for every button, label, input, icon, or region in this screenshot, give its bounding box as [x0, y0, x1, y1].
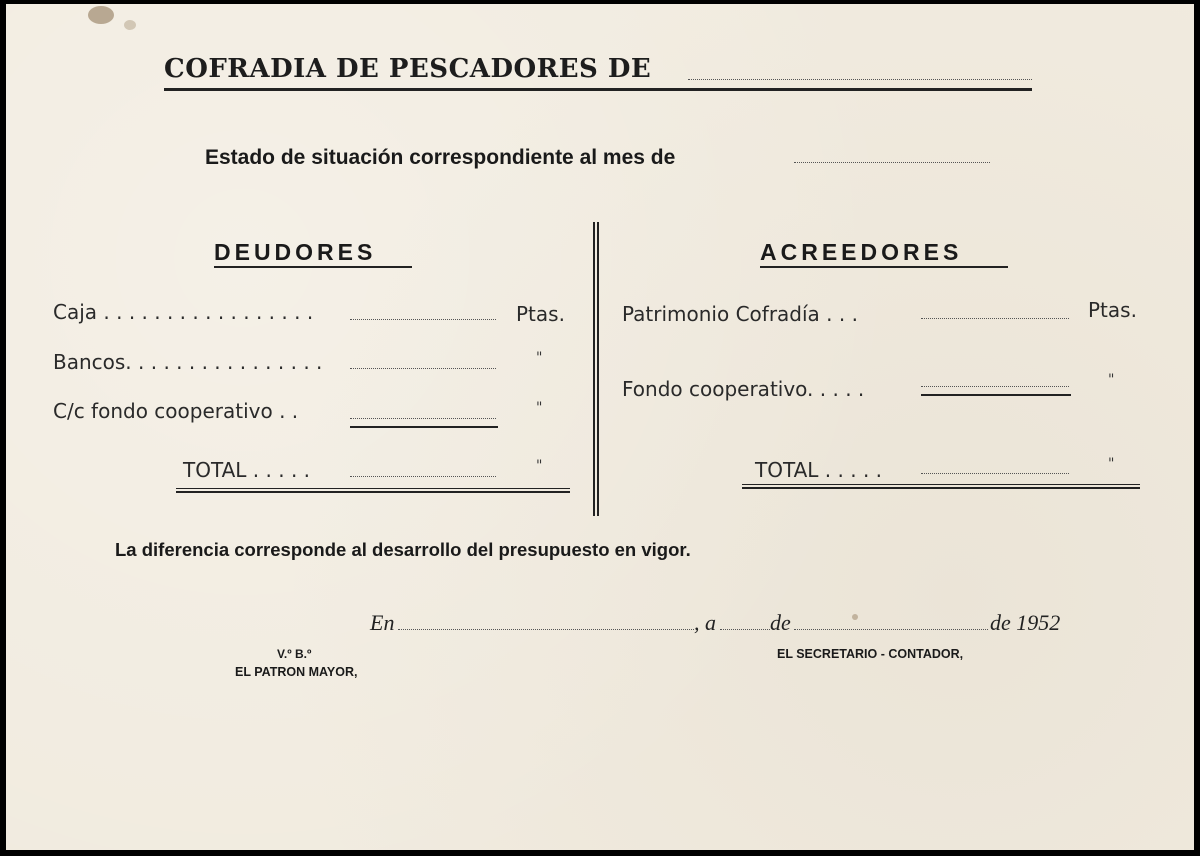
- title-underline: [164, 88, 1032, 91]
- debtors-total-unit: ": [536, 458, 543, 474]
- form-title: COFRADIA DE PESCADORES DE: [164, 54, 652, 84]
- report-subtitle: Estado de situación correspondiente al mes de: [205, 146, 676, 169]
- debtors-row-label: C/c fondo cooperativo . .: [53, 399, 299, 423]
- creditors-row-unit: Ptas.: [1088, 298, 1137, 322]
- debtors-row-unit: ": [536, 400, 543, 416]
- creditors-heading-underline: [760, 266, 1008, 268]
- day-fill-line: [720, 629, 770, 630]
- creditors-row-unit: ": [1108, 372, 1115, 388]
- approval-mark: V.º B.º: [277, 647, 312, 661]
- title-fill-line: [688, 79, 1032, 80]
- month-fill-line: [794, 162, 990, 163]
- place-fill-line: [398, 629, 694, 630]
- creditors-total-rule: [742, 484, 1140, 485]
- column-divider: [597, 222, 599, 516]
- debtors-total-label: TOTAL . . . . .: [183, 458, 311, 482]
- date-month-label: de: [770, 610, 791, 635]
- debtors-heading: DEUDORES: [214, 239, 377, 265]
- creditors-row-label: Patrimonio Cofradía . . .: [622, 302, 858, 326]
- creditors-total-label: TOTAL . . . . .: [755, 458, 883, 482]
- column-divider: [593, 222, 595, 516]
- debtors-row-label: Bancos. . . . . . . . . . . . . . . .: [53, 350, 323, 374]
- creditors-row-amount-line: [921, 386, 1069, 387]
- ink-stain: [88, 6, 114, 24]
- month-fill-line: [794, 629, 988, 630]
- creditors-row-label: Fondo cooperativo. . . . .: [622, 377, 865, 401]
- debtors-total-rule: [176, 491, 570, 493]
- debtors-row-amount-line: [350, 418, 496, 419]
- debtors-heading-underline: [214, 266, 412, 268]
- debtors-total-rule: [176, 488, 570, 489]
- form-sheet: [6, 4, 1194, 850]
- debtors-row-unit: ": [536, 350, 543, 366]
- creditors-total-amount-line: [921, 473, 1069, 474]
- ink-stain: [124, 20, 136, 30]
- creditors-heading: ACREEDORES: [760, 239, 963, 265]
- difference-note: La diferencia corresponde al desarrollo del presupuesto en vigor.: [115, 539, 691, 560]
- debtors-row-amount-line: [350, 368, 496, 369]
- patron-signature-label: EL PATRON MAYOR,: [235, 665, 358, 679]
- creditors-subtotal-line: [921, 394, 1071, 396]
- ink-stain: [852, 614, 858, 620]
- date-day-label: , a: [694, 610, 716, 635]
- creditors-total-unit: ": [1108, 456, 1115, 472]
- creditors-row-amount-line: [921, 318, 1069, 319]
- secretary-signature-label: EL SECRETARIO - CONTADOR,: [777, 647, 964, 661]
- date-place-label: En: [370, 610, 395, 635]
- debtors-row-label: Caja . . . . . . . . . . . . . . . . .: [53, 300, 314, 324]
- date-year-label: de 1952: [990, 610, 1061, 635]
- creditors-total-rule: [742, 487, 1140, 489]
- debtors-subtotal-line: [350, 426, 498, 428]
- debtors-total-amount-line: [350, 476, 496, 477]
- debtors-row-unit: Ptas.: [516, 302, 565, 326]
- debtors-row-amount-line: [350, 319, 496, 320]
